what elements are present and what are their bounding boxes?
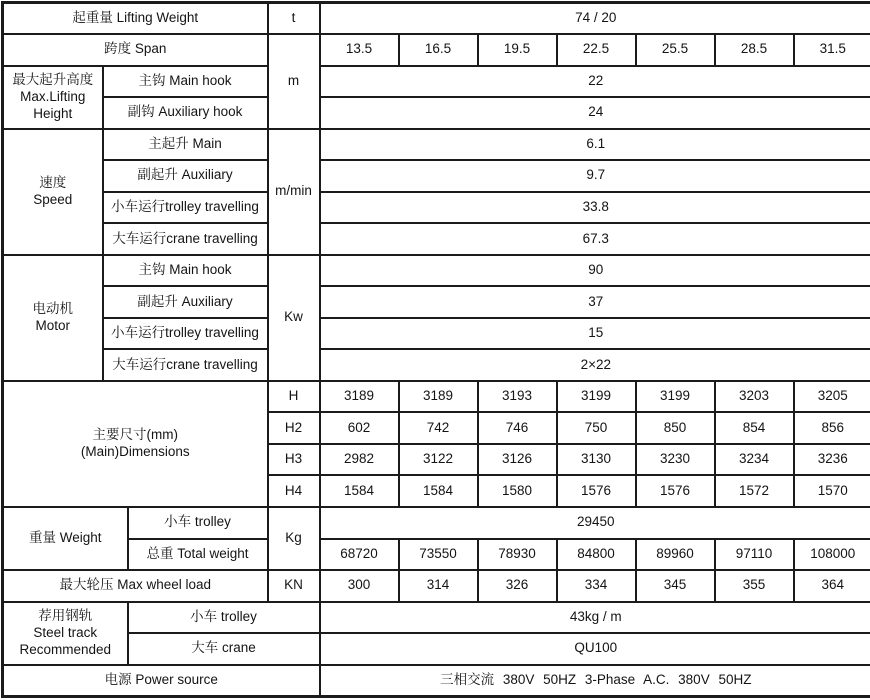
- max-wheel-load-label: 最大轮压 Max wheel load: [3, 570, 268, 602]
- row-steel-track-crane: [3, 633, 870, 665]
- motor-crane-value: 2×22: [320, 349, 870, 381]
- row-weight-trolley: [3, 507, 870, 539]
- max-wheel-load-unit: KN: [268, 570, 320, 602]
- speed-aux-value: 9.7: [320, 160, 870, 192]
- motor-aux-label: 副起升 Auxiliary: [103, 286, 268, 318]
- dim-h4-value-1: 1584: [399, 475, 478, 507]
- row-speed-aux: [3, 160, 870, 192]
- row-lifting-weight: [3, 3, 870, 35]
- speed-trolley-value: 33.8: [320, 192, 870, 224]
- dim-h-value-3: 3199: [557, 381, 636, 413]
- row-steel-track-trolley: [3, 602, 870, 634]
- span-value-0: 13.5: [320, 34, 399, 66]
- steel-track-crane-label: 大车 crane: [128, 633, 320, 665]
- dim-h-value-6: 3205: [794, 381, 870, 413]
- dim-h4-value-6: 1570: [794, 475, 870, 507]
- lifting-weight-value: 74 / 20: [320, 3, 870, 35]
- speed-main-label: 主起升 Main: [103, 129, 268, 161]
- weight-unit: Kg: [268, 507, 320, 570]
- speed-label-en: Speed: [33, 191, 73, 207]
- steel-track-crane-value: QU100: [320, 633, 870, 665]
- dim-h3-value-5: 3234: [715, 444, 794, 476]
- weight-total-value-3: 84800: [557, 539, 636, 571]
- weight-label: 重量 Weight: [3, 507, 128, 570]
- motor-aux-value: 37: [320, 286, 870, 318]
- dim-h2-name: H2: [268, 412, 320, 444]
- motor-label-zh: 电动机: [32, 300, 73, 316]
- steel-track-trolley-value: 43kg / m: [320, 602, 870, 634]
- speed-main-value: 6.1: [320, 129, 870, 161]
- speed-crane-label: 大车运行crane travelling: [103, 223, 268, 255]
- weight-trolley-value: 29450: [320, 507, 870, 539]
- motor-main-label: 主钩 Main hook: [103, 255, 268, 287]
- max-lifting-height-label-zh: 最大起升高度: [12, 71, 94, 87]
- dim-h-value-0: 3189: [320, 381, 399, 413]
- dim-h3-name: H3: [268, 444, 320, 476]
- dim-h-value-2: 3193: [478, 381, 557, 413]
- weight-trolley-label: 小车 trolley: [128, 507, 268, 539]
- max-lifting-height-label-en1: Max.Lifting: [20, 88, 86, 104]
- power-source-label: 电源 Power source: [3, 665, 320, 697]
- speed-label-zh: 速度: [39, 174, 67, 190]
- dim-h4-value-3: 1576: [557, 475, 636, 507]
- row-speed-trolley: [3, 192, 870, 224]
- speed-unit: m/min: [268, 129, 320, 255]
- steel-track-label-en2: Recommended: [19, 641, 112, 657]
- row-main-hook-height: [3, 66, 870, 98]
- span-value-4: 25.5: [636, 34, 715, 66]
- steel-track-label: [3, 602, 128, 665]
- dim-h-value-1: 3189: [399, 381, 478, 413]
- weight-total-value-4: 89960: [636, 539, 715, 571]
- dim-h2-value-1: 742: [399, 412, 478, 444]
- dim-h4-name: H4: [268, 475, 320, 507]
- dim-h3-value-6: 3236: [794, 444, 870, 476]
- weight-total-value-5: 97110: [715, 539, 794, 571]
- dim-h4-value-5: 1572: [715, 475, 794, 507]
- dim-h2-value-2: 746: [478, 412, 557, 444]
- motor-trolley-value: 15: [320, 318, 870, 350]
- lifting-weight-unit: t: [268, 3, 320, 35]
- row-speed-crane: [3, 223, 870, 255]
- row-dim-h: [3, 381, 870, 413]
- motor-trolley-label: 小车运行trolley travelling: [103, 318, 268, 350]
- max-wheel-load-value-6: 364: [794, 570, 870, 602]
- span-label: 跨度 Span: [3, 34, 268, 66]
- speed-trolley-label: 小车运行trolley travelling: [103, 192, 268, 224]
- weight-total-value-2: 78930: [478, 539, 557, 571]
- dim-h3-value-1: 3122: [399, 444, 478, 476]
- span-value-5: 28.5: [715, 34, 794, 66]
- row-motor-crane: [3, 349, 870, 381]
- dim-h2-value-3: 750: [557, 412, 636, 444]
- max-wheel-load-value-4: 345: [636, 570, 715, 602]
- main-hook-label: 主钩 Main hook: [103, 66, 268, 98]
- dimensions-label-line1: 主要尺寸(mm): [92, 427, 178, 443]
- dim-h4-value-2: 1580: [478, 475, 557, 507]
- row-speed-main: [3, 129, 870, 161]
- aux-hook-height-value: 24: [320, 97, 870, 129]
- row-motor-aux: [3, 286, 870, 318]
- steel-track-label-en1: Steel track: [33, 624, 98, 640]
- power-source-value: 三相交流 380V 50HZ 3-Phase A.C. 380V 50HZ: [320, 665, 870, 697]
- max-wheel-load-value-0: 300: [320, 570, 399, 602]
- dim-h3-value-0: 2982: [320, 444, 399, 476]
- dim-h2-value-0: 602: [320, 412, 399, 444]
- steel-track-trolley-label: 小车 trolley: [128, 602, 320, 634]
- row-motor-trolley: [3, 318, 870, 350]
- dim-h-value-5: 3203: [715, 381, 794, 413]
- row-aux-hook-height: [3, 97, 870, 129]
- aux-hook-label: 副钩 Auxiliary hook: [103, 97, 268, 129]
- spec-table: [1, 1, 870, 698]
- motor-label-en: Motor: [35, 317, 70, 333]
- max-wheel-load-value-2: 326: [478, 570, 557, 602]
- max-lifting-height-label-en2: Height: [33, 105, 73, 121]
- row-span: [3, 34, 870, 66]
- row-weight-total: [3, 539, 870, 571]
- row-power-source: [3, 665, 870, 697]
- steel-track-label-zh: 荐用钢轨: [38, 607, 93, 623]
- speed-label: [3, 129, 103, 255]
- dim-h4-value-4: 1576: [636, 475, 715, 507]
- max-lifting-height-label: [3, 66, 103, 129]
- dim-h-name: H: [268, 381, 320, 413]
- dim-h4-value-0: 1584: [320, 475, 399, 507]
- max-wheel-load-value-3: 334: [557, 570, 636, 602]
- height-unit: m: [268, 34, 320, 129]
- speed-crane-value: 67.3: [320, 223, 870, 255]
- dimensions-label-line2: (Main)Dimensions: [80, 443, 190, 459]
- dim-h2-value-6: 856: [794, 412, 870, 444]
- speed-aux-label: 副起升 Auxiliary: [103, 160, 268, 192]
- row-motor-main: [3, 255, 870, 287]
- row-max-wheel-load: [3, 570, 870, 602]
- dim-h2-value-5: 854: [715, 412, 794, 444]
- span-value-2: 19.5: [478, 34, 557, 66]
- lifting-weight-label: 起重量 Lifting Weight: [3, 3, 268, 35]
- dim-h3-value-3: 3130: [557, 444, 636, 476]
- motor-unit: Kw: [268, 255, 320, 381]
- max-wheel-load-value-1: 314: [399, 570, 478, 602]
- weight-total-value-0: 68720: [320, 539, 399, 571]
- max-wheel-load-value-5: 355: [715, 570, 794, 602]
- weight-total-label: 总重 Total weight: [128, 539, 268, 571]
- span-value-3: 22.5: [557, 34, 636, 66]
- dim-h2-value-4: 850: [636, 412, 715, 444]
- dim-h-value-4: 3199: [636, 381, 715, 413]
- weight-total-value-1: 73550: [399, 539, 478, 571]
- dimensions-label: [3, 381, 268, 507]
- motor-crane-label: 大车运行crane travelling: [103, 349, 268, 381]
- weight-total-value-6: 108000: [794, 539, 870, 571]
- span-value-6: 31.5: [794, 34, 870, 66]
- dim-h3-value-2: 3126: [478, 444, 557, 476]
- dim-h3-value-4: 3230: [636, 444, 715, 476]
- motor-main-value: 90: [320, 255, 870, 287]
- span-value-1: 16.5: [399, 34, 478, 66]
- main-hook-height-value: 22: [320, 66, 870, 98]
- motor-label: [3, 255, 103, 381]
